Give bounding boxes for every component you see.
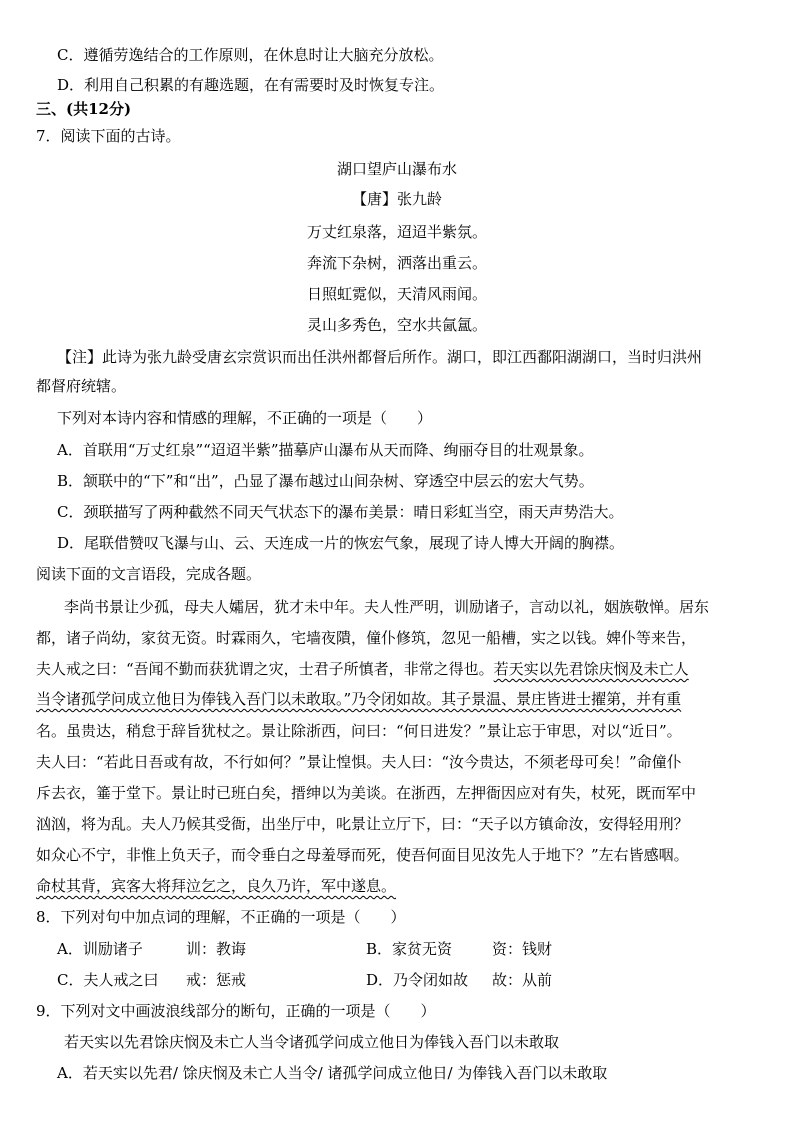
q7-question: 下列对本诗内容和情感的理解，不正确的一项是（ ） — [57, 409, 433, 427]
q6-option-c: C．遵循劳逸结合的工作原则，在休息时让大脑充分放松。 — [57, 46, 444, 64]
passage-line — [36, 659, 689, 679]
poem-author: 【唐】张九龄 — [351, 190, 442, 208]
section-heading: 三、(共12分) — [36, 100, 132, 118]
q6-option-d: D．利用自己积累的有趣选题，在有需要时及时恢复专注。 — [57, 76, 445, 94]
passage-text: 夫人戒之曰：“吾闻不勤而获犹谓之灾，士君子所慎者，非常之得也。 — [36, 660, 494, 678]
poem-line: 灵山多秀色，空水共氤氲。 — [306, 316, 487, 334]
passage-line: 夫人曰：“若此日吾或有故，不行如何？”景让惶惧。夫人曰：“汝今贵达，不须老母可矣！”命僮仆 — [36, 753, 682, 771]
q8-question: 8．下列对句中加点词的理解，不正确的一项是（ ） — [36, 908, 406, 926]
wavy-underlined-text: 若天实以先君馀庆悯及未亡人 — [493, 660, 689, 678]
poem-note-cont: 都督府统辖。 — [36, 377, 127, 395]
q7-option-b: B．颔联中的“下”和“出”，凸显了瀑布越过山间杂树、穿透空中层云的宏大气势。 — [57, 472, 594, 490]
passage-line-wavy: 当令诸孤学问成立他日为俸钱入吾门以未敢取。”乃令闭如故。其子景温、景庄皆进士擢第，并有重 — [36, 690, 682, 708]
q8-option-c-gloss: 戒：惩戒 — [186, 971, 247, 989]
poem-line: 万丈红泉落，迢迢半紫氛。 — [306, 223, 487, 241]
passage-line: 汹汹，将为乱。夫人乃候其受衙，出坐厅中，叱景让立厅下，曰：“天子以方镇命汝，安得轻用刑？ — [36, 815, 689, 833]
q8-option-d-gloss: 故：从前 — [492, 971, 553, 989]
passage-line: 斥去衣，箠于堂下。景让时已班白矣，搢绅以为美谈。在浙西，左押衙因应对有失，杖死，既而军中 — [36, 784, 697, 802]
poem-line: 日照虹霓似，天清风雨闻。 — [306, 285, 487, 303]
q8-option-a: A．训励诸子 — [57, 940, 143, 958]
passage-line: 名。虽贵达，稍怠于辞旨犹杖之。景让除浙西，问曰：“何日进发？”景让忘于审思，对以“近日”。 — [36, 722, 682, 740]
poem-note: 【注】此诗为张九龄受唐玄宗赏识而出任洪州都督后所作。湖口，即江西鄱阳湖湖口，当时归洪州 — [57, 348, 703, 366]
poem-title: 湖口望庐山瀑布水 — [336, 160, 457, 178]
q7-option-d: D．尾联借赞叹飞瀑与山、云、天连成一片的恢宏气象，展现了诗人博大开阔的胸襟。 — [57, 534, 625, 552]
passage-intro: 阅读下面的文言语段，完成各题。 — [36, 565, 262, 583]
passage-line: 如众心不宁，非惟上负天子，而令垂白之母羞辱而死，使吾何面目见汝先人于地下？”左右皆感咽。 — [36, 846, 689, 864]
q7-option-c: C．颈联描写了两种截然不同天气状态下的瀑布美景：晴日彩虹当空，雨天声势浩大。 — [57, 503, 624, 521]
q8-option-c: C．夫人戒之曰 — [57, 971, 159, 989]
q8-option-a-gloss: 训：教诲 — [186, 940, 247, 958]
poem-line: 奔流下杂树，洒落出重云。 — [306, 254, 487, 272]
passage-line: 都，诸子尚幼，家贫无资。时霖雨久，宅墙夜隤，僮仆修筑，忽见一船槽，实之以钱。婢仆等来告， — [36, 629, 697, 647]
q8-option-d: D．乃令闭如故 — [366, 971, 469, 989]
q8-option-b-gloss: 资：钱财 — [492, 940, 553, 958]
q7-option-a: A．首联用“万丈红泉”“迢迢半紫”描摹庐山瀑布从天而降、绚丽夺目的壮观景象。 — [57, 441, 594, 459]
passage-line-wavy: 命杖其背，宾客大将拜泣乞之，良久乃许，军中遂息。 — [36, 877, 397, 895]
q9-sentence: 若天实以先君馀庆悯及未亡人当令诸孤学问成立他日为俸钱入吾门以未敢取 — [64, 1033, 560, 1051]
q7-intro: 7．阅读下面的古诗。 — [36, 127, 181, 145]
q9-option-a: A．若天实以先君/ 馀庆悯及未亡人当令/ 诸孤学问成立他日/ 为俸钱入吾门以未敢取 — [57, 1064, 608, 1082]
q9-question: 9．下列对文中画波浪线部分的断句，正确的一项是（ ） — [36, 1002, 436, 1020]
q8-option-b: B．家贫无资 — [366, 940, 453, 958]
passage-line: 李尚书景让少孤，母夫人孀居，犹才未中年。夫人性严明，训励诸子，言动以礼，姻族敬惮。居东 — [64, 598, 710, 616]
